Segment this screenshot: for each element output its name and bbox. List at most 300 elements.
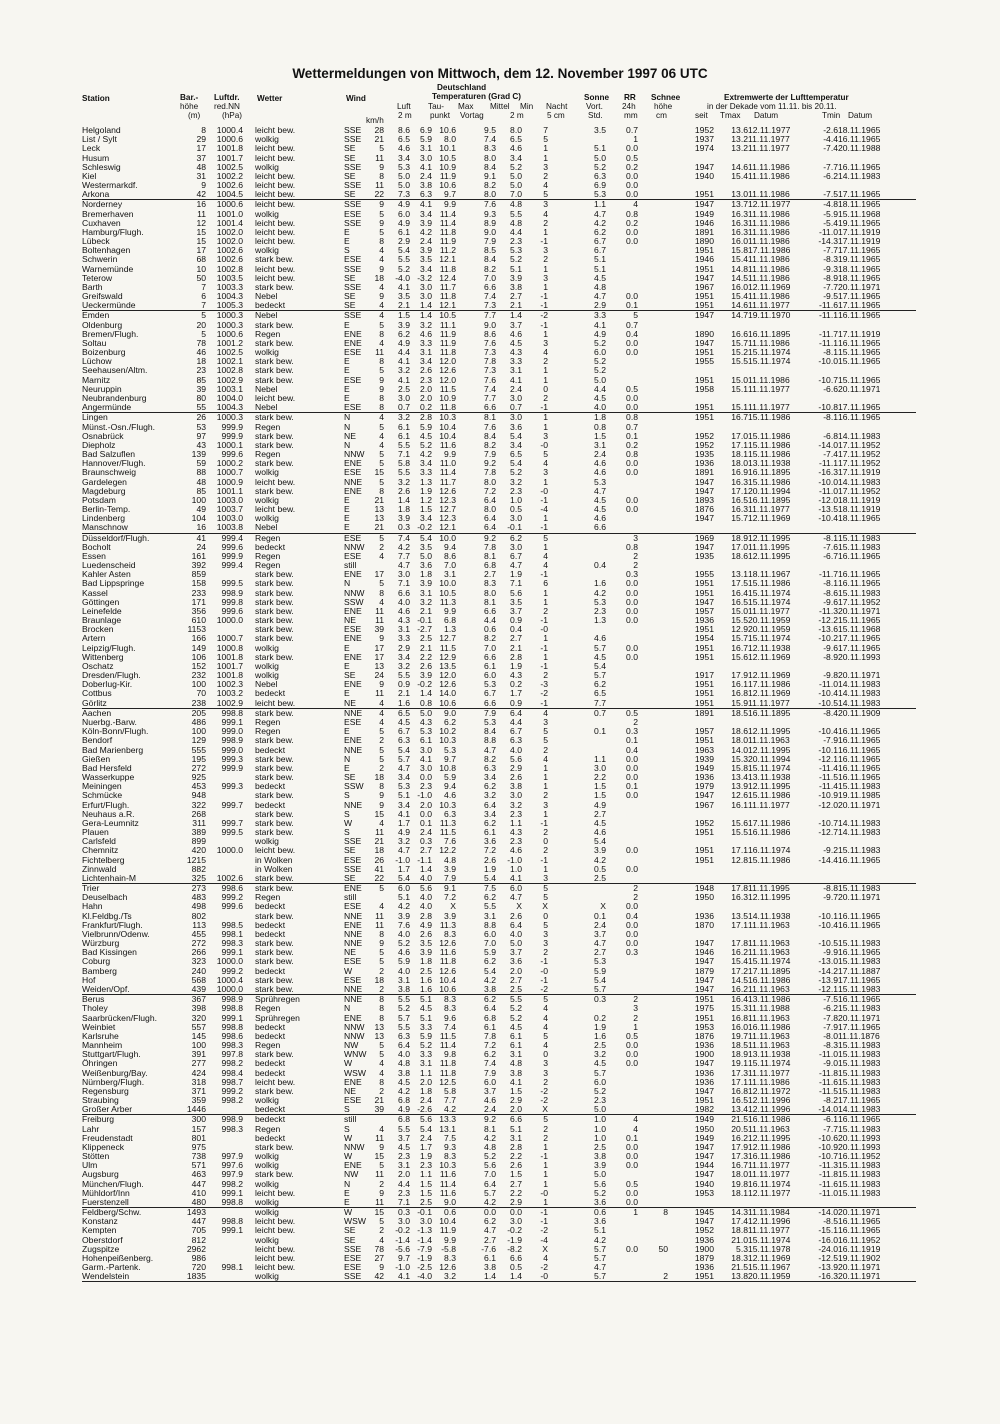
air-temp-cell: 3.9	[398, 910, 410, 921]
station-cell: Hahn	[82, 901, 103, 912]
weather-cell: stark bew.	[255, 356, 294, 367]
dewpoint-cell: 5.4	[420, 532, 432, 543]
pressure-cell: 1005.3	[216, 300, 243, 311]
tmax-cell: 18.1	[731, 449, 748, 460]
tmin-cell: -11.1	[819, 337, 838, 348]
weather-cell: wolkig	[255, 1178, 279, 1189]
tmax-cell: 15.4	[731, 291, 748, 302]
mean-prev-cell: 8.9	[484, 217, 496, 228]
tmin-cell: -7.6	[823, 541, 838, 552]
precipitation-cell: 0.0	[626, 347, 638, 358]
table-row	[82, 487, 916, 496]
sunshine-cell: 0.4	[594, 560, 606, 571]
tmin-cell: -14.2	[818, 965, 838, 976]
air-temp-cell: 4.6	[398, 143, 410, 154]
record-since-cell: 1947	[694, 1085, 714, 1096]
mean-prev-cell: 0.6	[484, 624, 496, 635]
mean-prev-cell: 7.4	[484, 383, 496, 394]
wind-speed-cell: 5	[379, 319, 384, 330]
wind-speed-cell: 4	[379, 439, 384, 450]
tmin-cell: -5.4	[823, 217, 838, 228]
header-max: Max	[458, 102, 474, 111]
wind-speed-cell: 9	[379, 679, 384, 690]
air-temp-cell: 1.8	[398, 504, 410, 515]
record-since-cell: 1950	[694, 892, 714, 903]
weather-cell: leicht bew.	[255, 476, 296, 487]
max-prev-cell: 9.0	[444, 1196, 456, 1207]
tmax-date-cell: 15.11.1974	[748, 762, 791, 773]
max-prev-cell: 8.3	[444, 994, 456, 1005]
mean-prev-cell: 8.2	[484, 633, 496, 644]
precipitation-cell: 3	[633, 532, 638, 543]
tmax-date-cell: 11.11.1977	[748, 605, 790, 616]
station-cell: Vielbrunn/Odenw.	[82, 928, 150, 939]
mean-prev-cell: 6.0	[484, 670, 496, 681]
wind-speed-cell: 78	[374, 1243, 384, 1254]
tmax-date-cell: 13.11.1938	[748, 1049, 791, 1060]
wind-direction-cell: NNE	[344, 744, 363, 755]
min-2m-cell: -1.9	[507, 1234, 522, 1245]
sunshine-cell: 6.0	[594, 1076, 606, 1087]
station-cell: Leipzig/Flugh.	[82, 642, 136, 653]
mean-prev-cell: 7.8	[484, 356, 496, 367]
precipitation-cell: 0.0	[626, 790, 638, 801]
dewpoint-cell: 2.8	[420, 412, 432, 423]
min-2m-cell: 3.8	[510, 281, 522, 292]
weather-cell: wolkig	[255, 1207, 279, 1218]
tmax-date-cell: 11.11.1984	[748, 1207, 790, 1218]
station-cell: Norderney	[82, 199, 123, 210]
sunshine-cell: 1.9	[594, 1021, 606, 1032]
station-cell: Kahler Asten	[82, 569, 131, 580]
air-temp-cell: 5.5	[398, 254, 410, 265]
tmin-cell: -7.7	[823, 245, 838, 256]
header-wind-unit: km/h	[366, 116, 384, 125]
table-row	[82, 801, 916, 810]
header-extremwerte: Extremwerte der Lufttemperatur	[724, 93, 849, 102]
station-group	[82, 311, 916, 413]
weather-cell: leicht bew.	[255, 152, 296, 163]
table-row	[82, 366, 916, 375]
height-cell: 97	[196, 430, 206, 441]
weather-cell: Regen	[255, 1003, 281, 1014]
tmin-cell: -10.0	[818, 356, 838, 367]
precipitation-cell: 0.0	[626, 467, 638, 478]
dewpoint-cell: 2.4	[420, 827, 432, 838]
tmax-date-cell: 12.11.1996	[748, 1095, 791, 1106]
dewpoint-cell: 3.5	[420, 541, 432, 552]
min-2m-cell: 4.5	[510, 1021, 522, 1032]
max-prev-cell: 12.6	[439, 679, 456, 690]
mean-prev-cell: 4.4	[484, 615, 496, 626]
wind-speed-cell: 15	[374, 808, 384, 819]
weather-cell: stark bew.	[255, 808, 294, 819]
pressure-cell: 1002.5	[216, 161, 243, 172]
precipitation-cell: 0.8	[626, 449, 638, 460]
night-min-5cm-cell: 4	[543, 1252, 548, 1263]
air-temp-cell: 6.4	[398, 1040, 410, 1051]
tmax-cell: 18.0	[731, 1169, 748, 1180]
table-row	[82, 292, 916, 301]
precipitation-cell: 0.0	[626, 494, 638, 505]
tmin-cell: -9.2	[823, 845, 838, 856]
night-min-5cm-cell: 2	[543, 170, 548, 181]
weather-cell: wolkig	[255, 1234, 279, 1245]
tmin-date-cell: 17.11.1919	[838, 328, 881, 339]
station-cell: Boltenhagen	[82, 245, 131, 256]
wind-direction-cell: NNE	[344, 938, 363, 949]
height-cell: 232	[191, 670, 206, 681]
tmax-date-cell: 11.11.1963	[748, 735, 790, 746]
table-row	[82, 1217, 916, 1226]
dewpoint-cell: 3.4	[420, 356, 432, 367]
station-cell: Saarbrücken/Flugh.	[82, 1012, 157, 1023]
pressure-cell: 998.3	[221, 938, 243, 949]
tmin-cell: -4.8	[823, 199, 838, 210]
wind-speed-cell: 11	[375, 1169, 384, 1180]
wind-speed-cell: 22	[374, 872, 384, 883]
weather-cell: bedeckt	[255, 919, 286, 930]
wind-direction-cell: SSW	[344, 781, 364, 792]
tmin-date-cell: 16.11.1919	[838, 1243, 881, 1254]
weather-cell: wolkig	[255, 660, 279, 671]
min-2m-cell: 6.6	[510, 1252, 522, 1263]
mean-prev-cell: 8.1	[484, 550, 496, 561]
tmax-cell: 21.0	[731, 1234, 748, 1245]
air-temp-cell: 3.0	[398, 569, 410, 580]
pressure-cell: 1003.0	[216, 513, 243, 524]
table-row	[82, 432, 916, 441]
tmax-date-cell: 15.11.1974	[748, 356, 791, 367]
station-group	[82, 1115, 916, 1208]
pressure-cell: 999.1	[221, 717, 243, 727]
dewpoint-cell: 1.4	[420, 863, 432, 874]
wind-direction-cell: ENE	[344, 569, 362, 580]
tmin-cell: -10.4	[818, 513, 838, 524]
sunshine-cell: 4.4	[594, 383, 606, 394]
night-min-5cm-cell: 6	[543, 578, 548, 589]
tmax-date-cell: 12.11.1995	[748, 726, 791, 737]
table-row	[82, 939, 916, 948]
wind-direction-cell: N	[344, 578, 351, 589]
height-cell: 85	[196, 374, 206, 385]
tmin-cell: -11.5	[819, 772, 838, 783]
max-prev-cell: 10.4	[439, 974, 456, 985]
wind-direction-cell: SSE	[344, 217, 362, 228]
tmax-date-cell: 15.11.1974	[748, 633, 791, 644]
night-min-5cm-cell: 5	[543, 883, 548, 894]
min-2m-cell: 5.0	[510, 180, 522, 191]
wind-direction-cell: E	[344, 236, 350, 247]
table-row	[82, 1115, 916, 1124]
weather-cell: wolkig	[255, 134, 279, 145]
tmax-date-cell: 11.11.1995	[748, 541, 790, 552]
height-cell: 320	[191, 1012, 206, 1023]
max-prev-cell: 10.9	[439, 161, 456, 172]
record-since-cell: 1940	[694, 170, 714, 181]
weather-cell: bedeckt	[255, 1104, 286, 1115]
tmax-cell: 18.6	[731, 726, 748, 737]
tmax-cell: 15.1	[731, 383, 748, 394]
tmax-cell: 16.7	[731, 412, 748, 423]
precipitation-cell: 0.0	[626, 170, 638, 181]
wind-direction-cell: W	[344, 817, 353, 828]
mean-prev-cell: 8.4	[484, 430, 496, 441]
air-temp-cell: -1.0	[395, 854, 410, 865]
night-min-5cm-cell: 1	[543, 596, 548, 607]
header-seit: seit	[695, 111, 708, 120]
wind-speed-cell: 28	[374, 125, 384, 135]
sunshine-cell: 0.2	[594, 1012, 606, 1023]
wind-speed-cell: 11	[375, 605, 384, 616]
pressure-cell: 999.0	[221, 744, 243, 755]
max-prev-cell: 9.3	[444, 1141, 456, 1152]
wind-speed-cell: 9	[379, 263, 384, 274]
table-row	[82, 450, 916, 459]
height-cell: 48	[196, 476, 206, 487]
air-temp-cell: 4.4	[398, 1178, 410, 1189]
air-temp-cell: 5.0	[398, 180, 410, 191]
wind-speed-cell: 11	[375, 180, 384, 191]
min-2m-cell: 2.6	[510, 910, 522, 921]
wind-speed-cell: 8	[379, 402, 384, 413]
precipitation-cell: 0.0	[626, 1151, 638, 1162]
tmax-date-cell: 11.11.1988	[748, 1003, 790, 1014]
height-cell: 17	[196, 245, 206, 256]
max-prev-cell: 11.5	[439, 827, 456, 838]
height-cell: 16	[196, 522, 206, 533]
station-cell: Gießen	[82, 753, 111, 764]
max-prev-cell: 11.8	[439, 956, 456, 967]
table-row	[82, 200, 916, 209]
max-prev-cell: 10.0	[439, 532, 456, 543]
mean-prev-cell: 7.5	[484, 883, 496, 894]
max-prev-cell: 3.9	[444, 910, 456, 921]
height-cell: 272	[191, 762, 206, 773]
wind-direction-cell: ENE	[344, 1012, 362, 1023]
air-temp-cell: 4.5	[398, 1076, 410, 1087]
dewpoint-cell: 0.2	[420, 402, 432, 413]
mean-prev-cell: 6.4	[484, 522, 496, 533]
precipitation-cell: 0.1	[626, 430, 638, 441]
weather-cell: leicht bew.	[255, 392, 296, 403]
height-cell: 70	[196, 688, 206, 699]
height-cell: 6	[201, 291, 206, 302]
dewpoint-cell: -1.4	[417, 1234, 432, 1245]
sunshine-cell: 4.7	[594, 485, 606, 496]
max-prev-cell: 9.7	[444, 753, 456, 764]
tmin-cell: -8.4	[823, 707, 838, 718]
table-row	[82, 755, 916, 764]
weather-cell: bedeckt	[255, 688, 286, 699]
wind-direction-cell: ESE	[344, 347, 362, 358]
weather-cell: wolkig	[255, 1095, 279, 1106]
tmin-date-cell: 16.11.1965	[838, 910, 881, 921]
sunshine-cell: 2.4	[594, 919, 606, 930]
height-cell: 7	[201, 300, 206, 311]
min-2m-cell: 1.9	[510, 660, 522, 671]
night-min-5cm-cell: 2	[543, 947, 548, 958]
station-cell: Weinbiet	[82, 1021, 116, 1032]
wind-speed-cell: 5	[379, 208, 384, 219]
station-cell: Oberstdorf	[82, 1234, 123, 1245]
height-cell: 273	[191, 883, 206, 894]
precipitation-cell: 0.0	[626, 1196, 638, 1207]
dewpoint-cell: 1.9	[420, 1151, 432, 1162]
tmin-cell: -8.1	[823, 578, 838, 589]
max-prev-cell: 10.2	[439, 726, 456, 737]
sunshine-cell: 5.2	[594, 356, 606, 367]
tmin-date-cell: 18.11.1919	[838, 494, 881, 505]
table-row	[82, 228, 916, 237]
dewpoint-cell: 5.9	[420, 1030, 432, 1041]
mean-prev-cell: 3.4	[484, 808, 496, 819]
night-min-5cm-cell: 2	[543, 254, 548, 265]
height-cell: 1446	[186, 1104, 206, 1115]
record-since-cell: 1947	[694, 1141, 714, 1152]
height-cell: 420	[191, 845, 206, 856]
tmax-cell: 17.2	[731, 965, 748, 976]
night-min-5cm-cell: -1	[540, 974, 548, 985]
min-2m-cell: 4.5	[510, 337, 522, 348]
mean-prev-cell: 8.8	[484, 735, 496, 746]
tmax-date-cell: 11.11.1977	[748, 1169, 790, 1180]
tmin-date-cell: 20.11.1971	[838, 1207, 881, 1218]
dewpoint-cell: 1.8	[420, 956, 432, 967]
weather-cell: wolkig	[255, 494, 279, 505]
min-2m-cell: 6.4	[510, 919, 522, 930]
precipitation-cell: 0.3	[626, 947, 638, 958]
tmin-cell: -7.4	[823, 143, 838, 154]
record-since-cell: 1876	[694, 504, 714, 515]
sunshine-cell: 5.9	[594, 965, 606, 976]
tmin-cell: -6.6	[823, 383, 838, 394]
precipitation-cell: 0.1	[626, 735, 638, 746]
record-since-cell: 1979	[694, 781, 714, 792]
tmax-date-cell: 16.11.1986	[748, 827, 791, 838]
snow-depth-cell: 8	[663, 1207, 668, 1218]
mean-prev-cell: 9.2	[484, 1114, 496, 1125]
table-row	[82, 1226, 916, 1235]
wind-direction-cell: NW	[344, 1169, 359, 1180]
tmax-cell: 16.4	[731, 994, 748, 1005]
table-row	[82, 570, 916, 579]
min-2m-cell: -0.1	[507, 522, 522, 533]
sunshine-cell: 3.2	[594, 1049, 606, 1060]
height-cell: 705	[191, 1225, 206, 1236]
pressure-cell: 999.4	[221, 532, 243, 543]
min-2m-cell: 5.3	[510, 245, 522, 256]
table-row	[82, 1180, 916, 1189]
air-temp-cell: 3.1	[398, 624, 410, 635]
page-title: Wettermeldungen von Mittwoch, dem 12. November 1997 06 UTC	[292, 66, 708, 81]
station-cell: Braunschweig	[82, 467, 136, 478]
tmin-cell: -9.5	[823, 291, 838, 302]
record-since-cell: 1947	[694, 513, 714, 524]
record-since-cell: 1951	[694, 679, 714, 690]
tmax-cell: 15.8	[731, 762, 748, 773]
min-2m-cell: 2.6	[510, 1160, 522, 1171]
max-prev-cell: 9.4	[444, 541, 456, 552]
wind-speed-cell: 21	[374, 1095, 384, 1106]
pressure-cell: 1003.2	[216, 688, 243, 699]
dewpoint-cell: 5.2	[420, 439, 432, 450]
station-cell: Leinefelde	[82, 605, 122, 616]
station-cell: Potsdam	[82, 494, 116, 505]
wind-direction-cell: SE	[344, 845, 356, 856]
max-prev-cell: 10.4	[439, 421, 456, 432]
precipitation-cell: 2	[633, 550, 638, 561]
tmax-date-cell: 12.11.1977	[748, 199, 791, 210]
night-min-5cm-cell: 7	[543, 125, 548, 135]
sunshine-cell: 5.1	[594, 254, 606, 265]
wind-direction-cell: NNE	[344, 994, 363, 1005]
air-temp-cell: 4.9	[398, 199, 410, 210]
mean-prev-cell: 2.6	[484, 854, 496, 865]
wind-direction-cell: ENE	[344, 1076, 362, 1087]
min-2m-cell: 5.1	[510, 263, 522, 274]
mean-prev-cell: 7.3	[484, 365, 496, 376]
tmin-date-cell: 15.11.1983	[838, 532, 881, 543]
night-min-5cm-cell: 2	[543, 1076, 548, 1087]
height-cell: 157	[191, 1123, 206, 1134]
tmin-cell: -12.1	[818, 753, 838, 764]
tmax-date-cell: 11.11.1977	[748, 1160, 790, 1171]
station-cell: Bremen/Flugh.	[82, 328, 139, 339]
tmax-date-cell: 20.11.1959	[748, 615, 791, 626]
tmin-cell: -10.6	[818, 1132, 838, 1143]
pressure-cell: 999.3	[221, 781, 243, 792]
night-min-5cm-cell: 4	[543, 1040, 548, 1051]
height-cell: 20	[196, 319, 206, 330]
dewpoint-cell: -2.5	[417, 1262, 432, 1273]
night-min-5cm-cell: -2	[540, 1095, 548, 1106]
record-since-cell: 1917	[694, 670, 714, 681]
tmax-cell: 5.3	[736, 1243, 748, 1254]
air-temp-cell: 8.6	[398, 125, 410, 135]
height-cell: 486	[191, 717, 206, 727]
table-row	[82, 727, 916, 736]
night-min-5cm-cell: 2	[543, 356, 548, 367]
night-min-5cm-cell: -0	[540, 1187, 548, 1198]
min-2m-cell: 5.6	[510, 753, 522, 764]
night-min-5cm-cell: -1	[540, 1207, 548, 1218]
air-temp-cell: 7.3	[398, 189, 410, 200]
air-temp-cell: 5.5	[398, 1021, 410, 1032]
header-tmax: Tmax	[720, 111, 741, 120]
height-cell: 55	[196, 402, 206, 413]
dewpoint-cell: 3.0	[420, 744, 432, 755]
table-row	[82, 718, 916, 727]
mean-prev-cell: 9.0	[484, 226, 496, 237]
header-sonne-2: Vort.	[586, 102, 603, 111]
max-prev-cell: 11.5	[439, 383, 456, 394]
record-since-cell: 1947	[694, 790, 714, 801]
wind-direction-cell: SE	[344, 872, 356, 883]
precipitation-cell: 0.3	[626, 569, 638, 580]
sunshine-cell: 5.1	[594, 1225, 606, 1236]
night-min-5cm-cell: 1	[543, 1196, 548, 1207]
max-prev-cell: 10.5	[439, 587, 456, 598]
tmax-cell: 16.2	[731, 1132, 748, 1143]
tmin-cell: -12.2	[818, 615, 838, 626]
record-since-cell: 1947	[694, 983, 714, 994]
dewpoint-cell: 2.0	[420, 392, 432, 403]
mean-prev-cell: 8.1	[484, 596, 496, 607]
min-2m-cell: 4.3	[510, 670, 522, 681]
mean-prev-cell: 6.2	[484, 781, 496, 792]
height-cell: 100	[191, 1040, 206, 1051]
